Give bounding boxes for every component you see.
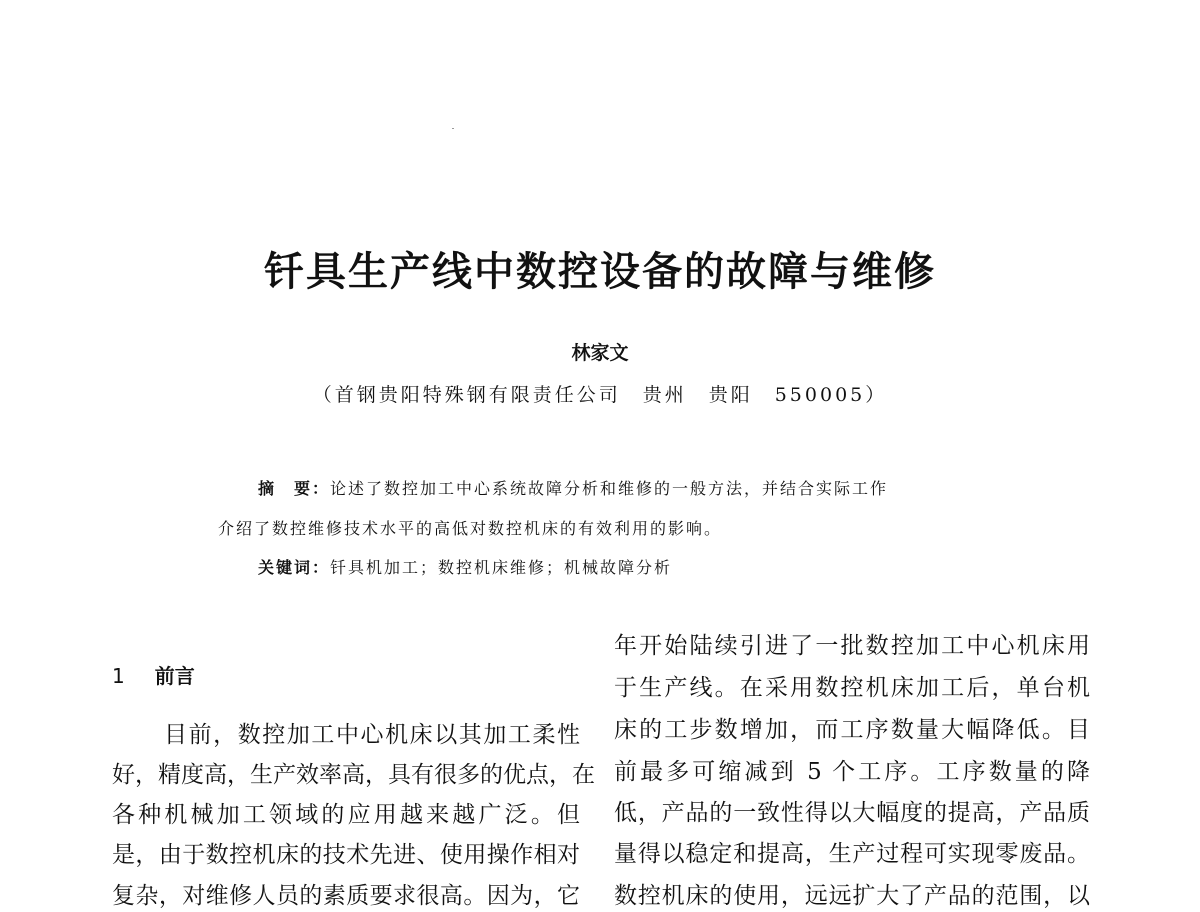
scan-speck — [452, 128, 454, 129]
section-number: 1 — [112, 664, 125, 688]
left-line-2: 好，精度高，生产效率高，具有很多的优点，在 — [112, 762, 595, 788]
right-line-5: 低，产品的一致性得以大幅度的提高，产品质 — [614, 800, 1090, 826]
right-line-1: 年开始陆续引进了一批数控加工中心机床用 — [614, 633, 1090, 659]
left-line-5: 复杂，对维修人员的素质要求很高。因为，它 — [112, 883, 580, 909]
right-line-4: 前最多可缩减到 5 个工序。工序数量的降 — [614, 759, 1090, 785]
right-line-6: 量得以稳定和提高，生产过程可实现零废品。 — [614, 841, 1090, 867]
left-line-4: 是，由于数控机床的技术先进、使用操作相对 — [112, 842, 580, 868]
section-heading — [112, 660, 195, 689]
section-title: 前言 — [154, 664, 195, 688]
abstract-text-1: 论述了数控加工中心系统故障分析和维修的一般方法，并结合实际工作 — [330, 479, 889, 498]
abstract-label: 摘 要： — [258, 479, 331, 498]
keywords — [258, 555, 672, 578]
author: 林家文 — [571, 342, 629, 364]
affiliation: （首钢贵阳特殊钢有限责任公司 贵州 贵阳 550005） — [312, 384, 888, 406]
abstract-line-1 — [258, 476, 888, 499]
right-line-2: 于生产线。在采用数控机床加工后，单台机 — [614, 675, 1090, 701]
right-line-7: 数控机床的使用，远远扩大了产品的范围，以 — [614, 883, 1090, 909]
right-line-3: 床的工步数增加，而工序数量大幅降低。目 — [614, 717, 1090, 743]
keywords-text: 钎具机加工；数控机床维修；机械故障分析 — [330, 558, 673, 577]
left-line-1: 目前，数控加工中心机床以其加工柔性 — [164, 722, 580, 748]
left-line-3: 各种机械加工领域的应用越来越广泛。但 — [112, 802, 580, 828]
paper-title: 钎具生产线中数控设备的故障与维修 — [264, 249, 936, 295]
abstract-line-2: 介绍了数控维修技术水平的高低对数控机床的有效利用的影响。 — [218, 519, 723, 538]
keywords-label: 关键词： — [258, 558, 331, 577]
